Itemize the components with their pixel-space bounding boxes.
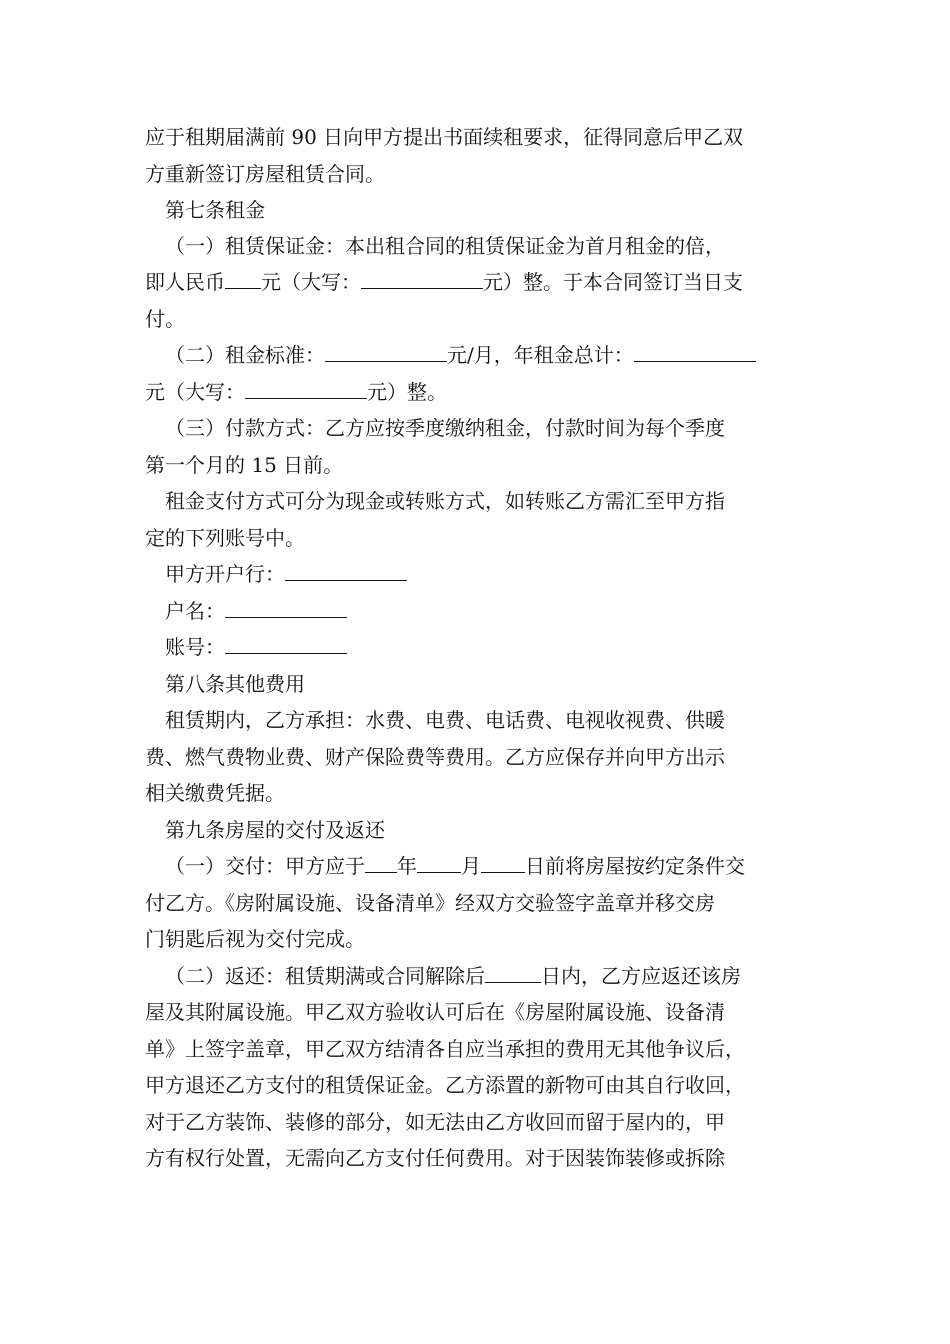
text-segment: 相关缴费凭据。 (145, 781, 285, 805)
text-segment: 元（大写： (261, 270, 361, 294)
text-segment: 元/月，年租金总计： (447, 343, 634, 367)
text-segment: 甲方退还乙方支付的租赁保证金。乙方添置的新物可由其自行收回， (145, 1073, 745, 1097)
text-segment: 租赁期内，乙方承担：水费、电费、电话费、电视收视费、供暖 (165, 708, 725, 732)
text-segment: 元）整。于本合同签订当日支 (483, 270, 743, 294)
text-segment: 第八条其他费用 (165, 672, 305, 696)
text-segment: （一）租赁保证金：本出租合同的租赁保证金为首月租金的倍， (165, 234, 725, 258)
text-line (165, 852, 745, 880)
text-segment: 门钥匙后视为交付完成。 (145, 927, 365, 951)
text-line (165, 232, 725, 260)
text-line (145, 779, 285, 807)
text-segment: 应于租期届满前 90 日向甲方提出书面续租要求，征得同意后甲乙双 (145, 125, 744, 149)
fill-in-blank (365, 853, 397, 873)
text-line (145, 123, 743, 151)
fill-in-blank (417, 853, 461, 873)
text-segment: 租金支付方式可分为现金或转账方式，如转账乙方需汇至甲方指 (165, 489, 725, 513)
text-line (145, 889, 715, 917)
text-segment: 年 (397, 854, 417, 878)
text-segment: 账号： (165, 635, 225, 659)
text-segment: （二）租金标准： (165, 343, 325, 367)
text-line (145, 1144, 725, 1172)
text-segment: 屋及其附属设施。甲乙双方验收认可后在《房屋附属设施、设备清 (145, 1000, 725, 1024)
section-heading (165, 670, 305, 698)
text-segment: 元（大写： (145, 380, 245, 404)
text-segment: 元）整。 (367, 380, 447, 404)
text-line (165, 962, 741, 990)
text-segment: 户名： (165, 599, 225, 623)
text-segment: 费、燃气费物业费、财产保险费等费用。乙方应保存并向甲方出示 (145, 745, 725, 769)
text-segment: 日前将房屋按约定条件交 (525, 854, 745, 878)
text-segment: 甲方开户行： (165, 562, 285, 586)
text-segment: （一）交付：甲方应于 (165, 854, 365, 878)
text-line (145, 925, 365, 953)
text-line (165, 560, 407, 588)
text-line (145, 451, 343, 479)
text-segment: 付。 (145, 307, 185, 331)
fill-in-blank (481, 853, 525, 873)
text-line (145, 743, 725, 771)
text-segment: 月 (461, 854, 481, 878)
text-line (145, 524, 305, 552)
text-line (145, 1071, 745, 1099)
text-line (145, 268, 743, 296)
fill-in-blank (225, 634, 347, 654)
fill-in-blank (485, 963, 541, 983)
text-line (145, 998, 725, 1026)
text-line (145, 160, 385, 188)
text-segment: 即人民币 (145, 270, 225, 294)
text-line (165, 341, 756, 369)
text-line (145, 1108, 725, 1136)
text-segment: 方有权行处置，无需向乙方支付任何费用。对于因装饰装修或拆除 (145, 1146, 725, 1170)
text-segment: 第一个月的 15 日前。 (145, 453, 344, 477)
text-line (165, 706, 725, 734)
text-line (145, 305, 185, 333)
text-segment: 付乙方。《房附属设施、设备清单》经双方交验签字盖章并移交房 (145, 891, 715, 915)
text-segment: 单》上签字盖章，甲乙双方结清各自应当承担的费用无其他争议后， (145, 1037, 745, 1061)
text-segment: 第七条租金 (165, 198, 265, 222)
text-line (165, 414, 725, 442)
section-heading (165, 196, 265, 224)
text-line (165, 633, 347, 661)
text-line (165, 597, 347, 625)
section-heading (165, 816, 385, 844)
text-line (165, 487, 725, 515)
text-segment: （三）付款方式：乙方应按季度缴纳租金，付款时间为每个季度 (165, 416, 725, 440)
fill-in-blank (634, 342, 756, 362)
fill-in-blank (285, 561, 407, 581)
text-segment: 第九条房屋的交付及返还 (165, 818, 385, 842)
text-segment: 对于乙方装饰、装修的部分，如无法由乙方收回而留于屋内的，甲 (145, 1110, 725, 1134)
text-segment: 方重新签订房屋租赁合同。 (145, 162, 385, 186)
fill-in-blank (361, 269, 483, 289)
fill-in-blank (245, 379, 367, 399)
text-segment: （二）返还：租赁期满或合同解除后 (165, 964, 485, 988)
text-line (145, 378, 447, 406)
fill-in-blank (325, 342, 447, 362)
text-segment: 日内，乙方应返还该房 (541, 964, 741, 988)
fill-in-blank (225, 598, 347, 618)
text-segment: 定的下列账号中。 (145, 526, 305, 550)
text-line (145, 1035, 745, 1063)
fill-in-blank (225, 269, 261, 289)
